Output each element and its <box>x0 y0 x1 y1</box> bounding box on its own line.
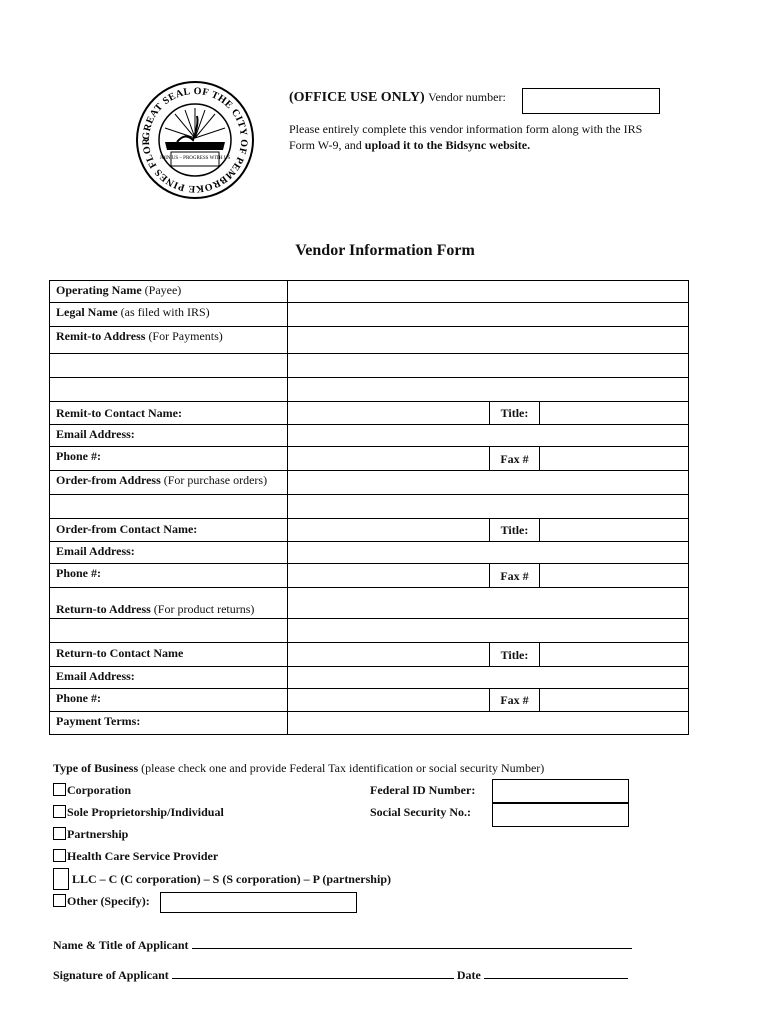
instruction-bold: upload it to the Bidsync website. <box>364 138 531 152</box>
table-row <box>50 471 688 495</box>
label-bold: Remit-to Contact Name: <box>56 406 182 420</box>
other-label: Other (Specify): <box>67 894 150 908</box>
table-row <box>50 619 688 643</box>
label-bold: Payment Terms: <box>56 714 141 728</box>
order-address-input-2[interactable] <box>288 495 688 518</box>
table-row <box>50 519 688 542</box>
remit-contact-input[interactable] <box>288 402 490 424</box>
fax-label: Fax # <box>490 564 540 587</box>
label-bold: Return-to Address <box>56 602 151 616</box>
remit-phone-input[interactable] <box>288 447 490 470</box>
label-bold: Phone #: <box>56 449 101 463</box>
partnership-checkbox[interactable] <box>53 827 66 840</box>
ssn-label: Social Security No.: <box>370 805 471 819</box>
blank-label <box>50 619 288 642</box>
order-contact-input[interactable] <box>288 519 490 541</box>
option-health-care[interactable] <box>53 849 218 864</box>
option-corporation[interactable] <box>53 783 131 798</box>
table-row <box>50 667 688 689</box>
label-normal: (Payee) <box>141 283 182 297</box>
seal-ring-text: GREAT SEAL OF THE CITY OF PEMBROKE PINES FLOR <box>140 85 250 195</box>
corporation-label: Corporation <box>67 783 131 797</box>
label-normal: (For Payments) <box>145 329 223 343</box>
order-title-input[interactable] <box>540 519 688 541</box>
remit-address-label <box>50 327 288 353</box>
form-title: Vendor Information Form <box>295 242 475 259</box>
option-other[interactable] <box>53 894 150 909</box>
label-bold: Order-from Address <box>56 473 161 487</box>
legal-name-label <box>50 303 288 326</box>
table-row <box>50 327 688 354</box>
return-title-input[interactable] <box>540 643 688 666</box>
return-address-input-2[interactable] <box>288 619 688 642</box>
other-specify-input[interactable] <box>160 892 357 913</box>
return-email-input[interactable] <box>288 667 688 688</box>
order-email-label <box>50 542 288 563</box>
signature-line[interactable] <box>172 968 454 979</box>
table-row <box>50 712 688 734</box>
return-contact-label <box>50 643 288 666</box>
title-label: Title: <box>490 402 540 424</box>
vendor-number-input[interactable] <box>522 88 660 114</box>
vendor-info-table <box>49 280 689 735</box>
title-label: Title: <box>490 643 540 666</box>
remit-title-input[interactable] <box>540 402 688 424</box>
payment-terms-input[interactable] <box>288 712 688 734</box>
table-row <box>50 447 688 471</box>
table-row <box>50 354 688 378</box>
table-row <box>50 643 688 667</box>
return-address-label <box>50 588 288 618</box>
order-fax-input[interactable] <box>540 564 688 587</box>
health-care-checkbox[interactable] <box>53 849 66 862</box>
return-phone-label <box>50 689 288 711</box>
table-row <box>50 303 688 327</box>
remit-fax-input[interactable] <box>540 447 688 470</box>
fax-label: Fax # <box>490 447 540 470</box>
blank-label <box>50 354 288 377</box>
label-bold: Email Address: <box>56 669 135 683</box>
table-row <box>50 542 688 564</box>
order-phone-label <box>50 564 288 587</box>
city-seal-icon <box>135 80 255 200</box>
label-normal: (For product returns) <box>150 602 255 616</box>
instruction-text: Please entirely complete this vendor information form along with the IRS Form W-9, and <box>289 122 643 152</box>
label-normal: (For purchase orders) <box>160 473 268 487</box>
blank-label <box>50 378 288 401</box>
order-phone-input[interactable] <box>288 564 490 587</box>
llc-checkbox[interactable] <box>53 868 69 890</box>
remit-email-label <box>50 425 288 446</box>
order-contact-label <box>50 519 288 541</box>
date-label: Date <box>456 968 481 982</box>
label-bold: Phone #: <box>56 566 101 580</box>
return-phone-input[interactable] <box>288 689 490 711</box>
order-address-input-1[interactable] <box>288 471 688 494</box>
return-email-label <box>50 667 288 688</box>
health-care-label: Health Care Service Provider <box>67 849 219 863</box>
remit-address-input-2[interactable] <box>288 354 688 377</box>
remit-phone-label <box>50 447 288 470</box>
operating-name-label <box>50 281 288 302</box>
signature-label: Signature of Applicant <box>53 968 169 982</box>
table-row <box>50 402 688 425</box>
table-row <box>50 564 688 588</box>
partnership-label: Partnership <box>67 827 129 841</box>
label-bold: Return-to Contact Name <box>56 646 184 660</box>
label-bold: Email Address: <box>56 544 135 558</box>
blank-label <box>50 495 288 518</box>
name-title-line[interactable] <box>192 938 632 949</box>
llc-label: LLC – C (C corporation) – S (S corporation) – P (partnership) <box>72 872 391 886</box>
label-normal: (as filed with IRS) <box>117 305 210 319</box>
payment-terms-label <box>50 712 288 734</box>
office-use-label: (OFFICE USE ONLY) <box>289 90 425 105</box>
instructions <box>289 121 669 153</box>
fax-label: Fax # <box>490 689 540 711</box>
name-title-label: Name & Title of Applicant <box>53 938 189 952</box>
table-row <box>50 425 688 447</box>
remit-email-input[interactable] <box>288 425 688 446</box>
heading-bold: Type of Business <box>53 761 139 775</box>
remit-contact-label <box>50 402 288 424</box>
label-bold: Operating Name <box>56 283 142 297</box>
other-checkbox[interactable] <box>53 894 66 907</box>
return-address-input-1[interactable] <box>288 588 688 618</box>
legal-name-input[interactable] <box>288 303 688 326</box>
office-use-header <box>289 90 506 106</box>
label-bold: Order-from Contact Name: <box>56 522 198 536</box>
heading-normal: (please check one and provide Federal Tax identification or social security Number) <box>138 761 545 775</box>
sole-proprietorship-label: Sole Proprietorship/Individual <box>67 805 224 819</box>
vendor-number-label: Vendor number: <box>428 90 506 104</box>
label-bold: Remit-to Address <box>56 329 146 343</box>
table-row <box>50 378 688 402</box>
remit-address-input-1[interactable] <box>288 327 688 353</box>
remit-address-input-3[interactable] <box>288 378 688 401</box>
operating-name-input[interactable] <box>288 281 688 302</box>
title-label: Title: <box>490 519 540 541</box>
ssn-input[interactable] <box>492 803 629 827</box>
return-contact-input[interactable] <box>288 643 490 666</box>
date-line[interactable] <box>484 968 628 979</box>
applicant-name-row <box>53 938 632 953</box>
option-partnership[interactable] <box>53 827 128 842</box>
signature-row <box>53 968 628 983</box>
label-bold: Email Address: <box>56 427 135 441</box>
table-row <box>50 281 688 303</box>
label-bold: Phone #: <box>56 691 101 705</box>
option-sole-proprietorship[interactable] <box>53 805 224 820</box>
business-type-heading <box>53 761 544 776</box>
order-email-input[interactable] <box>288 542 688 563</box>
federal-id-input[interactable] <box>492 779 629 803</box>
seal-motto: JOIN US – PROGRESS WITH US <box>159 156 231 161</box>
sole-proprietorship-checkbox[interactable] <box>53 805 66 818</box>
corporation-checkbox[interactable] <box>53 783 66 796</box>
label-bold: Legal Name <box>56 305 118 319</box>
federal-id-label: Federal ID Number: <box>370 783 476 797</box>
table-row <box>50 588 688 619</box>
table-row <box>50 495 688 519</box>
order-address-label <box>50 471 288 494</box>
table-row <box>50 689 688 712</box>
return-fax-input[interactable] <box>540 689 688 711</box>
